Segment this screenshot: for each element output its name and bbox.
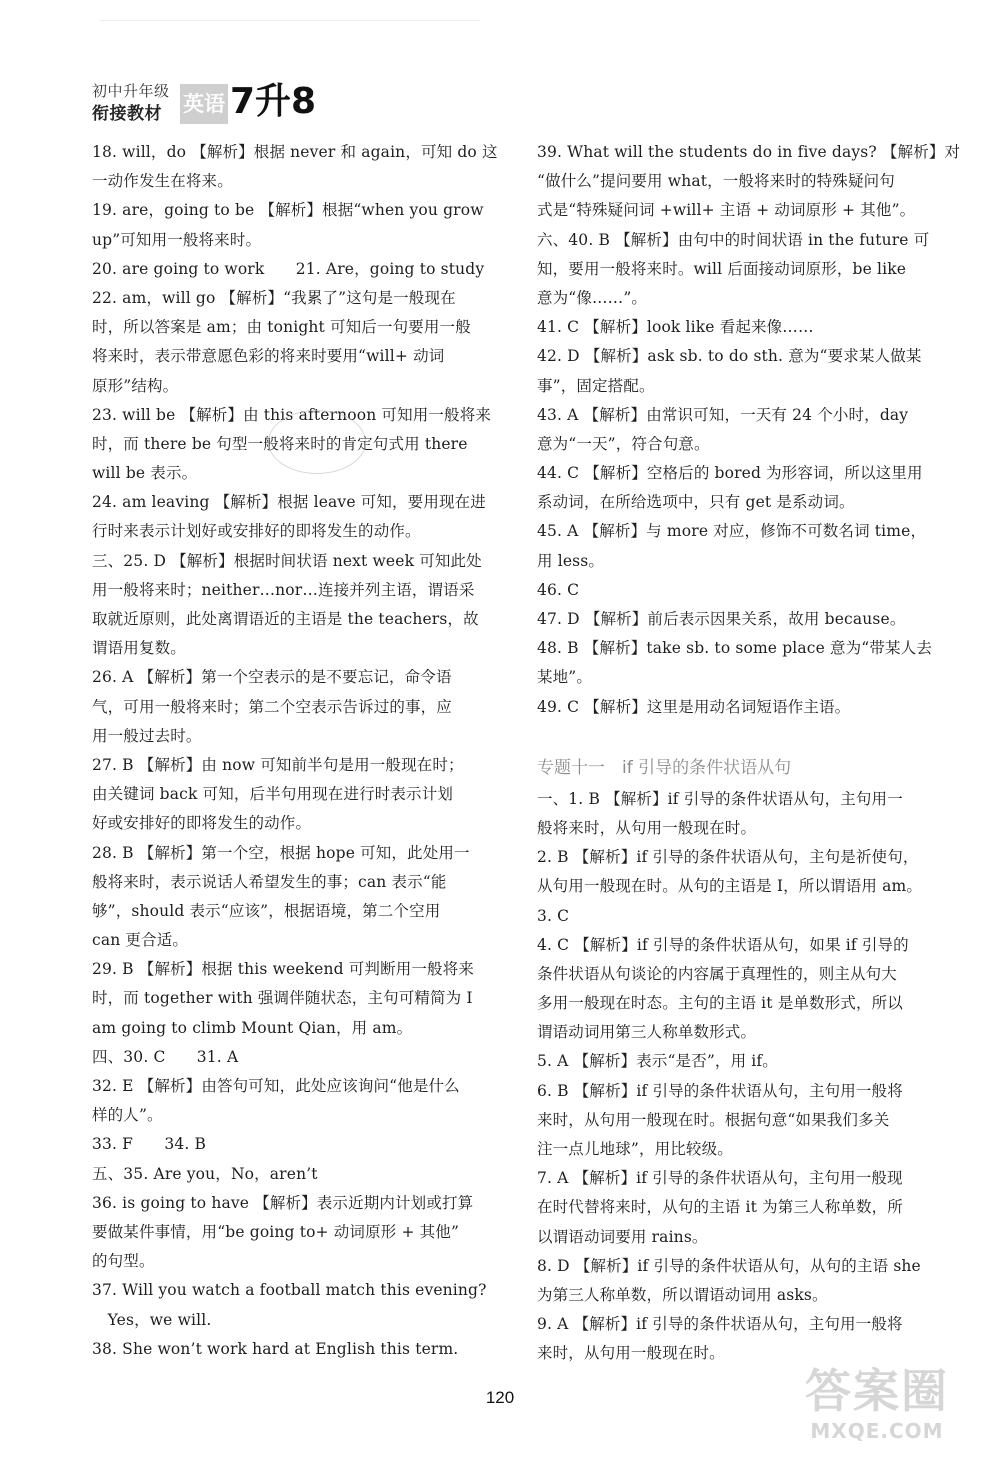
- answer-line: 由关键词 back 可知，后半句用现在进行时表示计划: [92, 785, 453, 804]
- answer-line: 5. A 【解析】表示“是否”，用 if。: [537, 1052, 778, 1071]
- answer-line: 将来时，表示带意愿色彩的将来时要用“will+ 动词: [92, 347, 445, 366]
- answer-line: 44. C 【解析】空格后的 bored 为形容词，所以这里用: [537, 464, 923, 483]
- answer-line: 系动词，在所给选项中，只有 get 是系动词。: [537, 493, 855, 512]
- answer-line: 谓语动词用第三人称单数形式。: [537, 1023, 757, 1042]
- answer-line: 时，而 together with 强调伴随状态，主句可精简为 I: [92, 989, 473, 1008]
- answer-line: 行时来表示计划好或安排好的即将发生的动作。: [92, 522, 421, 541]
- series-label: 初中升年级: [92, 82, 170, 100]
- answer-line: 2. B 【解析】if 引导的条件状语从句，主句是祈使句，: [537, 848, 919, 867]
- answer-line: 33. F 34. B: [92, 1135, 207, 1154]
- answer-line: 19. are，going to be 【解析】根据“when you grow: [92, 201, 484, 220]
- answer-line: 知，要用一般将来时。will 后面接动词原形，be like: [537, 259, 907, 278]
- answer-line: “做什么”提问要用 what，一般将来时的特殊疑问句: [537, 172, 895, 191]
- answer-line: 原形”结构。: [92, 376, 179, 395]
- answer-line: 五、35. Are you，No，aren’t: [92, 1164, 318, 1183]
- answer-line: 某地”。: [537, 668, 593, 687]
- answer-line: 三、25. D 【解析】根据时间状语 next week 可知此处: [92, 551, 482, 570]
- answer-line: 37. Will you watch a football match this evening?: [92, 1281, 487, 1300]
- subject-badge: 英语: [180, 84, 228, 124]
- answer-line: 条件状语从句谈论的内容属于真理性的，则主从句大: [537, 964, 897, 983]
- answer-line: 一、1. B 【解析】if 引导的条件状语从句，主句用一: [537, 789, 903, 808]
- answer-line: 用一般将来时；neither…nor…连接并列主语，谓语采: [92, 580, 475, 599]
- answer-line: 谓语用复数。: [92, 639, 186, 658]
- answer-line: 6. B 【解析】if 引导的条件状语从句，主句用一般将: [537, 1081, 903, 1100]
- answer-line: 事”，固定搭配。: [537, 376, 655, 395]
- answer-line: 39. What will the students do in five days? 【解析】对: [537, 143, 961, 161]
- answer-line: 41. C 【解析】look like 看起来像……: [537, 318, 814, 337]
- answer-line: 46. C: [537, 580, 580, 599]
- answer-line: 20. are going to work 21. Are，going to study: [92, 259, 485, 278]
- answer-line: 26. A 【解析】第一个空表示的是不要忘记，命令语: [92, 668, 452, 687]
- answer-line: 般将来时，表示说话人希望发生的事；can 表示“能: [92, 872, 447, 891]
- answer-line: 一动作发生在将来。: [92, 172, 233, 191]
- answer-line: 49. C 【解析】这里是用动名词短语作主语。: [537, 697, 851, 716]
- answer-line: 9. A 【解析】if 引导的条件状语从句，主句用一般将: [537, 1315, 903, 1334]
- answer-line: 的句型。: [92, 1252, 155, 1271]
- answer-line: 意为“一天”，符合句意。: [537, 434, 710, 453]
- page-number: 120: [485, 1388, 515, 1407]
- answer-line: 在时代替将来时，从句的主语 it 为第三人称单数，所: [537, 1198, 903, 1217]
- answer-line: 43. A 【解析】由常识可知，一天有 24 个小时，day: [537, 405, 909, 424]
- answer-line: 38. She won’t work hard at English this term.: [92, 1339, 459, 1358]
- faint-stamp: [268, 410, 366, 474]
- answer-line: 为第三人称单数，所以谓语动词用 asks。: [537, 1285, 828, 1304]
- answer-line: 28. B 【解析】第一个空，根据 hope 可知，此处用一: [92, 843, 470, 862]
- answer-line: 来时，从句用一般现在时。: [537, 1344, 725, 1363]
- answer-line: am going to climb Mount Qian，用 am。: [92, 1018, 413, 1037]
- answer-line: 以谓语动词要用 rains。: [537, 1227, 708, 1246]
- answer-line: 24. am leaving 【解析】根据 leave 可知，要用现在进: [92, 493, 486, 512]
- answer-line: 48. B 【解析】take sb. to some place 意为“带某人去: [537, 639, 932, 658]
- answer-line: 意为“像……”。: [537, 288, 648, 307]
- answer-line: 18. will，do 【解析】根据 never 和 again，可知 do 这: [92, 143, 498, 161]
- answer-line: 四、30. C 31. A: [92, 1047, 239, 1066]
- answer-line: can 更合适。: [92, 931, 189, 950]
- answer-line: 8. D 【解析】if 引导的条件状语从句，从句的主语 she: [537, 1256, 921, 1275]
- answer-line: 气，可用一般将来时；第二个空表示告诉过的事，应: [92, 697, 452, 716]
- answer-line: 用一般过去时。: [92, 726, 202, 745]
- answer-line: 47. D 【解析】前后表示因果关系，故用 because。: [537, 610, 906, 628]
- answer-line: 3. C: [537, 906, 570, 925]
- answer-line: Yes，we will.: [92, 1310, 212, 1329]
- answer-line: 29. B 【解析】根据 this weekend 可判断用一般将来: [92, 960, 474, 979]
- answer-line: 时，所以答案是 am；由 tonight 可知后一句要用一般: [92, 318, 471, 337]
- answer-line: 多用一般现在时态。主句的主语 it 是单数形式，所以: [537, 994, 903, 1013]
- answer-line: 22. am，will go 【解析】“我累了”这句是一般现在: [92, 288, 456, 307]
- answer-line: 取就近原则，此处离谓语近的主语是 the teachers，故: [92, 610, 479, 628]
- answer-line: 32. E 【解析】由答句可知，此处应该询问“他是什么: [92, 1077, 460, 1095]
- answer-line: 样的人”。: [92, 1106, 163, 1125]
- answer-line: 般将来时，从句用一般现在时。: [537, 818, 757, 837]
- top-rule: [100, 20, 480, 21]
- watermark-logo-text: 答案圈: [805, 1364, 949, 1418]
- answer-line: 时，而 there be 句型一般将来时的肯定句式用 there: [92, 434, 468, 453]
- answer-line: 要做某件事情，用“be going to+ 动词原形 + 其他”: [92, 1222, 460, 1241]
- section-spacer: [537, 722, 929, 751]
- answer-line: will be 表示。: [92, 464, 198, 483]
- answer-line: 36. is going to have 【解析】表示近期内计划或打算: [92, 1193, 474, 1212]
- left-column: [92, 138, 498, 1364]
- answer-line: 够”，should 表示“应该”，根据语境，第二个空用: [92, 901, 441, 920]
- watermark-url: MXQE.COM: [810, 1419, 944, 1443]
- book-header: [92, 80, 412, 128]
- grade-label: 7升8: [230, 81, 317, 122]
- book-label: 衔接教材: [92, 104, 162, 124]
- answer-line: 42. D 【解析】ask sb. to do sth. 意为“要求某人做某: [537, 347, 922, 366]
- answer-line: 用 less。: [537, 551, 605, 570]
- answer-line: 23. will be 【解析】由 this afternoon 可知用一般将来: [92, 405, 491, 424]
- answer-line: 7. A 【解析】if 引导的条件状语从句，主句用一般现: [537, 1169, 903, 1188]
- section-title: 专题十一 if 引导的条件状语从句: [537, 757, 792, 778]
- answer-line: 27. B 【解析】由 now 可知前半句是用一般现在时；: [92, 755, 464, 774]
- answer-line: up”可知用一般将来时。: [92, 230, 262, 249]
- answer-line: 4. C 【解析】if 引导的条件状语从句，如果 if 引导的: [537, 935, 909, 954]
- answer-line: 注一点儿地球”，用比较级。: [537, 1140, 733, 1158]
- right-column: [537, 138, 961, 1369]
- site-watermark: [772, 1363, 982, 1455]
- answer-line: 45. A 【解析】与 more 对应，修饰不可数名词 time，: [537, 522, 927, 541]
- answer-line: 好或安排好的即将发生的动作。: [92, 814, 312, 833]
- answer-line: 式是“特殊疑问词 +will+ 主语 + 动词原形 + 其他”。: [537, 201, 916, 220]
- answer-line: 从句用一般现在时。从句的主语是 I，所以谓语用 am。: [537, 877, 922, 896]
- answer-line: 来时，从句用一般现在时。根据句意“如果我们多关: [537, 1110, 890, 1129]
- answer-line: 六、40. B 【解析】由句中的时间状语 in the future 可: [537, 230, 930, 249]
